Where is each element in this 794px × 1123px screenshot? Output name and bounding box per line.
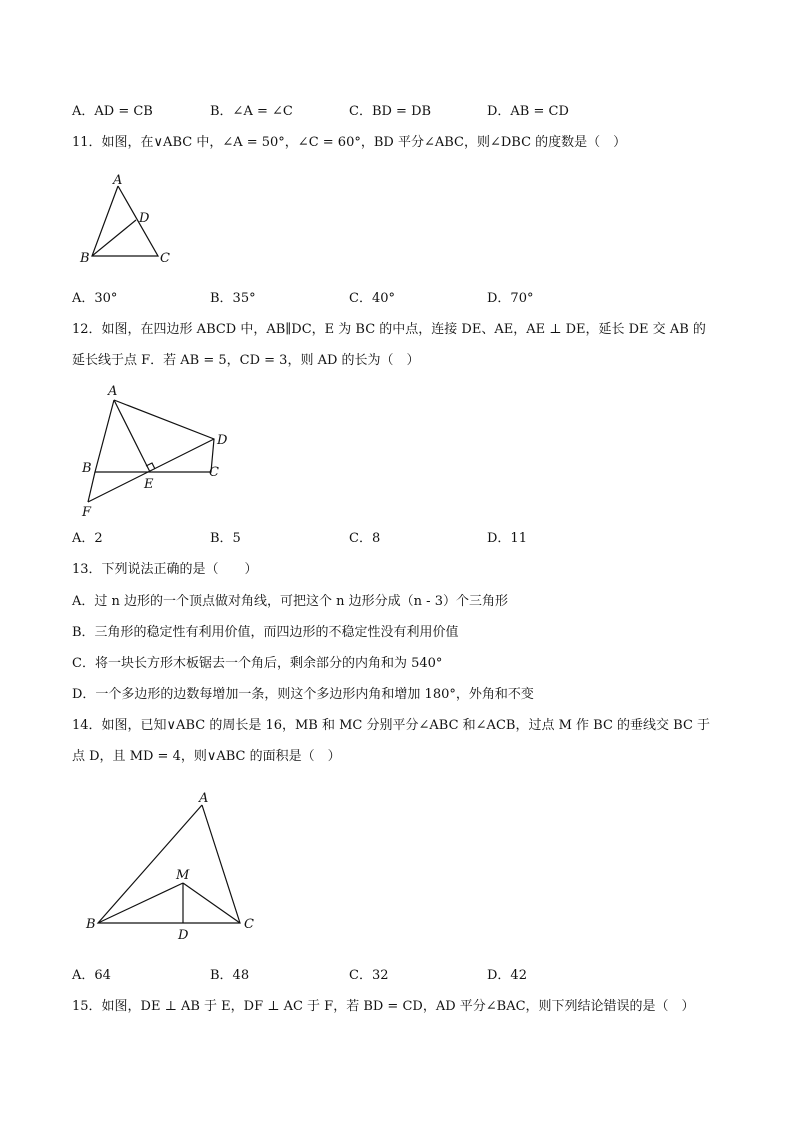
- q14-option-c: C．32: [349, 968, 389, 983]
- q12-label-b: B: [82, 461, 92, 476]
- q11-label-b: B: [80, 251, 90, 266]
- q11-stem: 11．如图，在∨ABC 中，∠A = 50°，∠C = 60°，BD 平分∠ABC，则∠DBC 的度数是（ ）: [72, 135, 627, 150]
- q12-option-d: D．11: [487, 531, 527, 546]
- q12-label-c: C: [209, 465, 219, 480]
- q14-label-d: D: [178, 928, 189, 943]
- q12-label-e: E: [144, 477, 154, 492]
- q11-label-d: D: [139, 211, 150, 226]
- q14-options: [72, 967, 732, 985]
- q11-label-c: C: [160, 251, 170, 266]
- q14-stem-line1: 14．如图，已知∨ABC 的周长是 16，MB 和 MC 分别平分∠ABC 和∠ACB，过点 M 作 BC 的垂线交 BC 于: [72, 718, 711, 733]
- q12-option-a: A．2: [72, 531, 103, 546]
- q14-label-a: A: [199, 791, 209, 806]
- q12-quadrilateral: [95, 400, 214, 472]
- q14-label-b: B: [86, 917, 96, 932]
- q11-option-b: B．35°: [210, 291, 256, 306]
- q12-line-ae: [114, 400, 150, 472]
- q10-option-c: C．BD = DB: [349, 104, 432, 119]
- q11-option-d: D．70°: [487, 291, 534, 306]
- q11-option-a: A．30°: [72, 291, 118, 306]
- q14-stem-line2: 点 D，且 MD = 4，则∨ABC 的面积是（ ）: [72, 749, 341, 764]
- q10-option-b: B．∠A = ∠C: [210, 104, 293, 119]
- q12-label-f: F: [82, 505, 92, 520]
- q11-option-c: C．40°: [349, 291, 395, 306]
- q12-label-a: A: [108, 384, 118, 399]
- q10-option-d: D．AB = CD: [487, 104, 569, 119]
- q10-option-a: A．AD = CB: [72, 104, 153, 119]
- q14-line-mb: [98, 883, 183, 923]
- q12-line-df: [88, 439, 214, 502]
- q15-stem: 15．如图，DE ⊥ AB 于 E，DF ⊥ AC 于 F，若 BD = CD，AD 平分∠BAC，则下列结论错误的是（ ）: [72, 999, 695, 1014]
- q13-choice-a: A．过 n 边形的一个顶点做对角线，可把这个 n 边形分成（n - 3）个三角形: [72, 594, 508, 609]
- q11-figure: [72, 170, 192, 270]
- q11-options: [72, 290, 732, 308]
- q13-choice-d: D．一个多边形的边数每增加一条，则这个多边形内角和增加 180°，外角和不变: [72, 687, 534, 702]
- q13-choice-c: C．将一块长方形木板锯去一个角后，剩余部分的内角和为 540°: [72, 656, 443, 671]
- q12-label-d: D: [217, 433, 228, 448]
- q12-option-b: B．5: [210, 531, 241, 546]
- q13-choice-b: B．三角形的稳定性有利用价值，而四边形的不稳定性没有利用价值: [72, 625, 459, 640]
- q14-triangle: [98, 805, 240, 923]
- q14-option-d: D．42: [487, 968, 527, 983]
- q14-option-a: A．64: [72, 968, 111, 983]
- q12-line-bf: [88, 472, 95, 502]
- q14-label-m: M: [176, 868, 190, 883]
- q10-options: [72, 103, 732, 121]
- q14-label-c: C: [244, 917, 254, 932]
- q13-stem: 13．下列说法正确的是（ ）: [72, 562, 258, 577]
- q14-figure: [72, 785, 272, 945]
- q12-stem-line2: 延长线于点 F．若 AB = 5，CD = 3，则 AD 的长为（ ）: [72, 353, 420, 368]
- q14-line-mc: [183, 883, 240, 923]
- q14-option-b: B．48: [210, 968, 250, 983]
- q11-label-a: A: [113, 173, 123, 188]
- q12-stem-line1: 12．如图，在四边形 ABCD 中，AB∥DC，E 为 BC 的中点，连接 DE、AE，AE ⊥ DE，延长 DE 交 AB 的: [72, 322, 706, 337]
- q12-option-c: C．8: [349, 531, 381, 546]
- q12-options: [72, 530, 732, 548]
- q12-figure: [72, 382, 242, 522]
